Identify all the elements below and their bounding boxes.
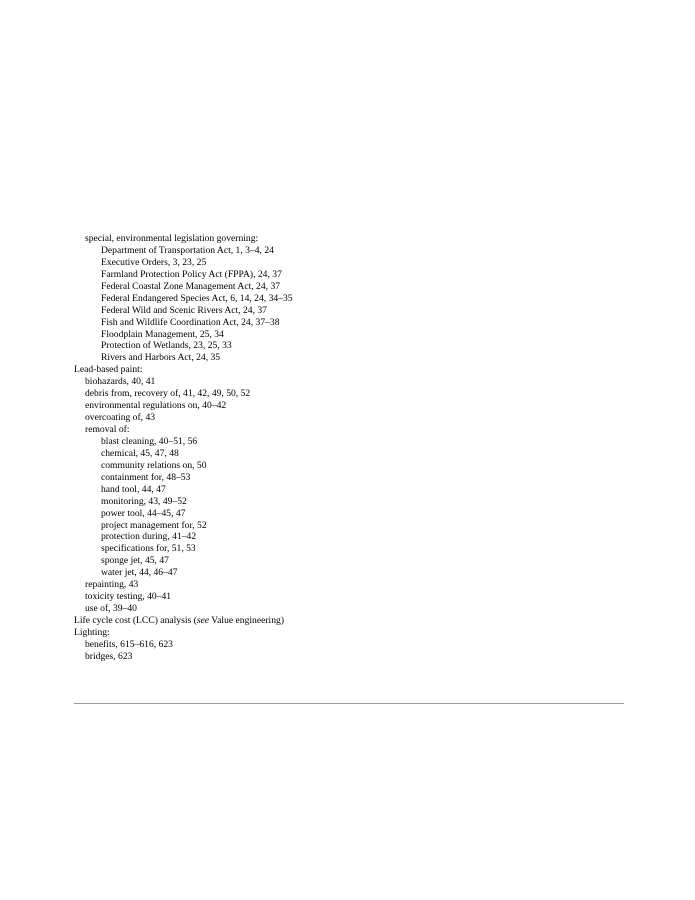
index-entry xyxy=(74,305,634,317)
index-entry-text: specifications for, 51, 53 xyxy=(101,543,196,555)
index-entry-text: Fish and Wildlife Coordination Act, 24, 37–38 xyxy=(101,316,280,328)
index-entry xyxy=(74,436,634,448)
index-entry xyxy=(74,520,634,532)
footer-rule xyxy=(74,703,624,704)
index-entry-text: bridges, 623 xyxy=(85,650,133,662)
index-entry-text: Lead-based paint: xyxy=(74,364,143,376)
index-entry-text: overcoating of, 43 xyxy=(85,412,156,424)
index-column xyxy=(74,233,634,663)
index-entry-text: removal of: xyxy=(85,424,130,435)
index-entry xyxy=(74,555,634,567)
index-entry-text: community relations on, 50 xyxy=(101,459,207,471)
index-entry-text: Farmland Protection Policy Act (FPPA), 24, 37 xyxy=(101,268,282,280)
index-entry-text: Floodplain Management, 25, 34 xyxy=(101,328,224,340)
index-entry-text: protection during, 41–42 xyxy=(101,531,197,543)
index-entry-text: use of, 39–40 xyxy=(85,603,137,615)
index-entry xyxy=(74,376,634,388)
index-entry xyxy=(74,627,634,639)
index-entry xyxy=(74,603,634,615)
index-entry xyxy=(74,591,634,603)
index-entry-text: chemical, 45, 47, 48 xyxy=(101,447,179,459)
index-entry-text: power tool, 44–45, 47 xyxy=(101,507,186,519)
index-entry-text: Lighting: xyxy=(74,626,110,638)
index-entry xyxy=(74,639,634,651)
index-entry-text: debris from, recovery of, 41, 42, 49, 50, 52 xyxy=(85,388,251,400)
index-entry xyxy=(74,448,634,460)
index-entry-text: toxicity testing, 40–41 xyxy=(85,591,172,603)
index-entry xyxy=(74,233,634,245)
index-entry-text: special, environmental legislation governing: xyxy=(85,233,259,244)
index-entry xyxy=(74,496,634,508)
index-entry-cross-reference-term: see xyxy=(196,615,210,626)
index-entry-text: Federal Endangered Species Act, 6, 14, 24, 34–35 xyxy=(101,292,293,304)
index-entry-text: monitoring, 43, 49–52 xyxy=(101,495,187,507)
index-entry xyxy=(74,257,634,269)
index-entry-text: environmental regulations on, 40–42 xyxy=(85,400,227,412)
index-entry-text: Life cycle cost (LCC) analysis ( xyxy=(74,615,197,626)
index-entry-text: containment for, 48–53 xyxy=(101,471,191,483)
index-entry-text: sponge jet, 45, 47 xyxy=(101,555,169,567)
index-entry-text: Federal Coastal Zone Management Act, 24, 37 xyxy=(101,280,281,292)
index-entry xyxy=(74,329,634,341)
index-entry xyxy=(74,484,634,496)
index-entry xyxy=(74,269,634,281)
index-entry xyxy=(74,412,634,424)
index-entry xyxy=(74,615,634,627)
index-entry xyxy=(74,543,634,555)
index-entry xyxy=(74,245,634,257)
index-entry-text: Department of Transportation Act, 1, 3–4, 24 xyxy=(101,244,274,256)
index-entry-text: blast cleaning, 40–51, 56 xyxy=(101,435,198,447)
index-entry-text-continued: Value engineering) xyxy=(209,615,285,626)
index-entry xyxy=(74,281,634,293)
index-entry-text: biohazards, 40, 41 xyxy=(85,376,156,388)
index-entry xyxy=(74,388,634,400)
index-entry xyxy=(74,400,634,412)
index-entry-text: water jet, 44, 46–47 xyxy=(101,567,178,579)
index-entry xyxy=(74,508,634,520)
index-entry xyxy=(74,340,634,352)
index-entry xyxy=(74,364,634,376)
index-entry xyxy=(74,567,634,579)
index-entry xyxy=(74,317,634,329)
index-entry-text: Protection of Wetlands, 23, 25, 33 xyxy=(101,340,232,352)
index-entry-text: Federal Wild and Scenic Rivers Act, 24, 37 xyxy=(101,304,267,316)
index-entry xyxy=(74,651,634,663)
index-entry-text: Rivers and Harbors Act, 24, 35 xyxy=(101,352,221,364)
index-entry xyxy=(74,293,634,305)
index-entry-text: repainting, 43 xyxy=(85,579,139,591)
index-entry xyxy=(74,579,634,591)
index-entry xyxy=(74,472,634,484)
index-entry xyxy=(74,460,634,472)
index-entry xyxy=(74,424,634,436)
index-entry-text: project management for, 52 xyxy=(101,519,207,531)
index-entry-text: benefits, 615–616, 623 xyxy=(85,638,173,650)
index-entry xyxy=(74,531,634,543)
index-entry xyxy=(74,352,634,364)
index-entry-text: Executive Orders, 3, 23, 25 xyxy=(101,256,207,268)
index-entry-text: hand tool, 44, 47 xyxy=(101,483,166,495)
